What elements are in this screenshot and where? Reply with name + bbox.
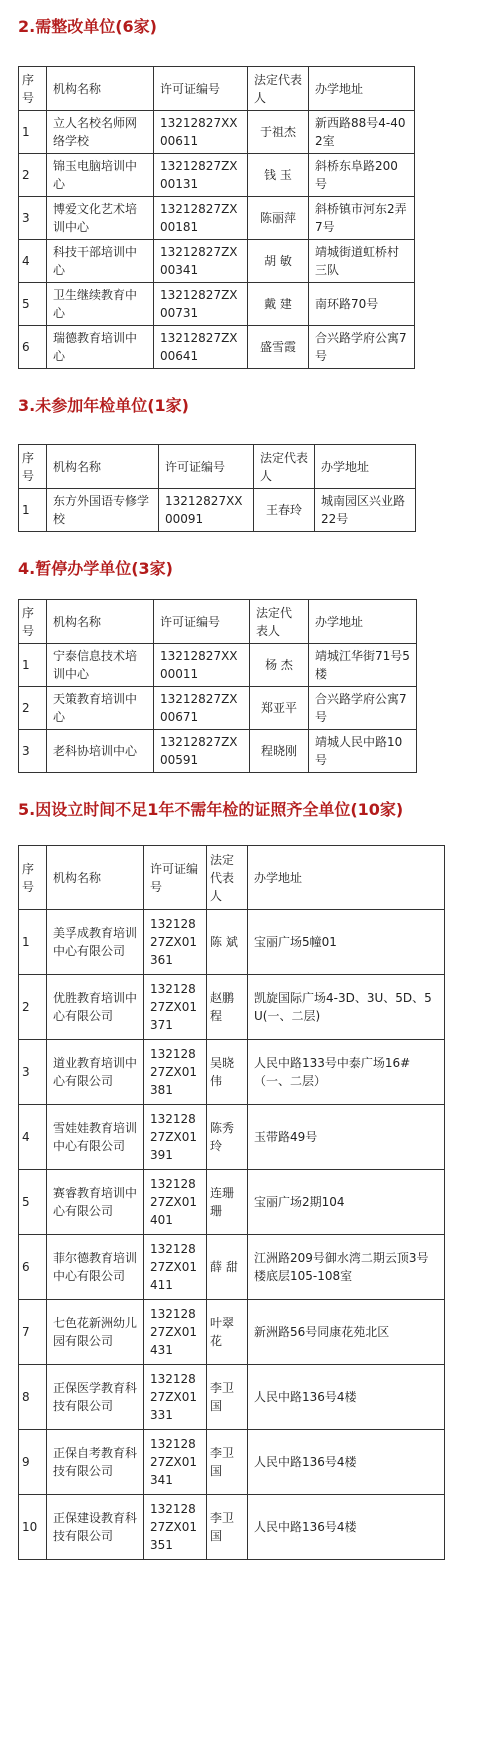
- table-row: [19, 1170, 445, 1235]
- cell-license: 13212827ZX00731: [154, 283, 248, 326]
- table-row: [19, 326, 415, 369]
- cell-legal-rep: 陈 斌: [207, 910, 248, 975]
- cell-license: 13212827ZX00641: [154, 326, 248, 369]
- cell-license: 13212827ZX01371: [144, 975, 207, 1040]
- cell-index: 1: [19, 111, 47, 154]
- cell-legal-rep: 李卫国: [207, 1430, 248, 1495]
- cell-address: 靖城街道虹桥村三队: [309, 240, 415, 283]
- cell-legal-rep: 杨 杰: [250, 644, 309, 687]
- not-inspected-table: [18, 444, 416, 532]
- cell-license: 13212827XX00011: [154, 644, 250, 687]
- table-row: [19, 283, 415, 326]
- cell-index: 1: [19, 489, 47, 532]
- table-row: [19, 975, 445, 1040]
- table-row: [19, 1235, 445, 1300]
- cell-name: 科技干部培训中心: [47, 240, 154, 283]
- cell-name: 博爱文化艺术培训中心: [47, 197, 154, 240]
- cell-name: 天策教育培训中心: [47, 687, 154, 730]
- table-row: [19, 644, 417, 687]
- table-row: [19, 1300, 445, 1365]
- cell-index: 9: [19, 1430, 47, 1495]
- cell-legal-rep: 程晓刚: [250, 730, 309, 773]
- table-row: [19, 730, 417, 773]
- cell-address: 斜桥镇市河东2弄7号: [309, 197, 415, 240]
- table-row: [19, 1365, 445, 1430]
- cell-license: 13212827XX00611: [154, 111, 248, 154]
- cell-index: 8: [19, 1365, 47, 1430]
- new-institutions-table: [18, 845, 445, 1560]
- cell-address: 新洲路56号同康花苑北区: [248, 1300, 445, 1365]
- header-license: 许可证编号: [144, 846, 207, 910]
- header-index: 序号: [19, 445, 47, 489]
- cell-index: 3: [19, 197, 47, 240]
- header-name: 机构名称: [47, 600, 154, 644]
- cell-legal-rep: 叶翠花: [207, 1300, 248, 1365]
- cell-index: 4: [19, 1105, 47, 1170]
- cell-name: 雪娃娃教育培训中心有限公司: [47, 1105, 144, 1170]
- cell-index: 4: [19, 240, 47, 283]
- cell-license: 13212827ZX01411: [144, 1235, 207, 1300]
- cell-name: 东方外国语专修学校: [47, 489, 159, 532]
- cell-license: 13212827ZX01431: [144, 1300, 207, 1365]
- cell-address: 凯旋国际广场4-3D、3U、5D、5U(一、二层): [248, 975, 445, 1040]
- cell-legal-rep: 胡 敏: [248, 240, 309, 283]
- cell-name: 优胜教育培训中心有限公司: [47, 975, 144, 1040]
- cell-license: 13212827ZX01391: [144, 1105, 207, 1170]
- cell-address: 靖城人民中路10号: [309, 730, 417, 773]
- table-header-row: [19, 600, 417, 644]
- cell-license: 13212827ZX00591: [154, 730, 250, 773]
- header-legal-rep: 法定代表人: [250, 600, 309, 644]
- table-row: [19, 687, 417, 730]
- cell-license: 13212827ZX00671: [154, 687, 250, 730]
- table-row: [19, 1105, 445, 1170]
- cell-license: 13212827ZX01351: [144, 1495, 207, 1560]
- cell-license: 13212827XX00091: [159, 489, 254, 532]
- section-title: 5.因设立时间不足1年不需年检的证照齐全单位(10家): [18, 800, 404, 819]
- table-row: [19, 1430, 445, 1495]
- section-title: 3.未参加年检单位(1家): [18, 396, 189, 415]
- cell-legal-rep: 盛雪霞: [248, 326, 309, 369]
- cell-index: 3: [19, 730, 47, 773]
- table-row: [19, 240, 415, 283]
- header-name: 机构名称: [47, 846, 144, 910]
- table-row: [19, 910, 445, 975]
- section-title: 4.暂停办学单位(3家): [18, 559, 173, 578]
- cell-license: 13212827ZX00341: [154, 240, 248, 283]
- rectification-table: [18, 66, 415, 369]
- cell-address: 江洲路209号御水湾二期云顶3号楼底层105-108室: [248, 1235, 445, 1300]
- header-name: 机构名称: [47, 445, 159, 489]
- cell-name: 宁泰信息技术培训中心: [47, 644, 154, 687]
- cell-name: 立人名校名师网络学校: [47, 111, 154, 154]
- cell-legal-rep: 连珊珊: [207, 1170, 248, 1235]
- cell-index: 6: [19, 1235, 47, 1300]
- header-license: 许可证编号: [154, 600, 250, 644]
- header-index: 序号: [19, 846, 47, 910]
- cell-legal-rep: 吴晓伟: [207, 1040, 248, 1105]
- table-header-row: [19, 67, 415, 111]
- cell-address: 新西路88号4-402室: [309, 111, 415, 154]
- cell-legal-rep: 钱 玉: [248, 154, 309, 197]
- section-title: 2.需整改单位(6家): [18, 17, 157, 36]
- header-legal-rep: 法定代表人: [254, 445, 315, 489]
- cell-address: 人民中路133号中泰广场16#（一、二层）: [248, 1040, 445, 1105]
- cell-index: 1: [19, 910, 47, 975]
- header-name: 机构名称: [47, 67, 154, 111]
- header-license: 许可证编号: [154, 67, 248, 111]
- cell-address: 靖城江华街71号5楼: [309, 644, 417, 687]
- cell-name: 道业教育培训中心有限公司: [47, 1040, 144, 1105]
- header-legal-rep: 法定代表人: [207, 846, 248, 910]
- cell-name: 七色花新洲幼儿园有限公司: [47, 1300, 144, 1365]
- cell-license: 13212827ZX00181: [154, 197, 248, 240]
- cell-legal-rep: 王春玲: [254, 489, 315, 532]
- cell-address: 合兴路学府公寓7号: [309, 326, 415, 369]
- cell-index: 10: [19, 1495, 47, 1560]
- cell-index: 2: [19, 154, 47, 197]
- cell-name: 赛睿教育培训中心有限公司: [47, 1170, 144, 1235]
- cell-legal-rep: 赵鹏程: [207, 975, 248, 1040]
- cell-legal-rep: 薛 甜: [207, 1235, 248, 1300]
- cell-index: 5: [19, 283, 47, 326]
- cell-license: 13212827ZX01401: [144, 1170, 207, 1235]
- cell-legal-rep: 李卫国: [207, 1495, 248, 1560]
- cell-name: 正保建设教育科技有限公司: [47, 1495, 144, 1560]
- suspended-table: [18, 599, 417, 773]
- cell-license: 13212827ZX01331: [144, 1365, 207, 1430]
- cell-address: 南环路70号: [309, 283, 415, 326]
- cell-index: 2: [19, 975, 47, 1040]
- header-address: 办学地址: [315, 445, 416, 489]
- cell-name: 锦玉电脑培训中心: [47, 154, 154, 197]
- header-address: 办学地址: [248, 846, 445, 910]
- table-row: [19, 1495, 445, 1560]
- cell-index: 5: [19, 1170, 47, 1235]
- cell-license: 13212827ZX01341: [144, 1430, 207, 1495]
- header-address: 办学地址: [309, 67, 415, 111]
- cell-legal-rep: 郑亚平: [250, 687, 309, 730]
- table-header-row: [19, 445, 416, 489]
- table-row: [19, 197, 415, 240]
- cell-index: 2: [19, 687, 47, 730]
- header-legal-rep: 法定代表人: [248, 67, 309, 111]
- cell-license: 13212827ZX01381: [144, 1040, 207, 1105]
- cell-legal-rep: 陈秀玲: [207, 1105, 248, 1170]
- table-header-row: [19, 846, 445, 910]
- cell-address: 斜桥东阜路200号: [309, 154, 415, 197]
- cell-legal-rep: 陈丽萍: [248, 197, 309, 240]
- table-row: [19, 154, 415, 197]
- cell-address: 玉带路49号: [248, 1105, 445, 1170]
- cell-name: 瑞德教育培训中心: [47, 326, 154, 369]
- cell-address: 人民中路136号4楼: [248, 1430, 445, 1495]
- table-row: [19, 1040, 445, 1105]
- cell-name: 卫生继续教育中心: [47, 283, 154, 326]
- cell-name: 美孚成教育培训中心有限公司: [47, 910, 144, 975]
- cell-index: 6: [19, 326, 47, 369]
- cell-address: 人民中路136号4楼: [248, 1495, 445, 1560]
- cell-name: 正保医学教育科技有限公司: [47, 1365, 144, 1430]
- cell-index: 7: [19, 1300, 47, 1365]
- cell-address: 城南园区兴业路22号: [315, 489, 416, 532]
- header-index: 序号: [19, 67, 47, 111]
- cell-name: 菲尔德教育培训中心有限公司: [47, 1235, 144, 1300]
- header-license: 许可证编号: [159, 445, 254, 489]
- cell-license: 13212827ZX00131: [154, 154, 248, 197]
- cell-address: 合兴路学府公寓7号: [309, 687, 417, 730]
- table-row: [19, 489, 416, 532]
- cell-name: 老科协培训中心: [47, 730, 154, 773]
- header-index: 序号: [19, 600, 47, 644]
- cell-legal-rep: 于祖杰: [248, 111, 309, 154]
- cell-address: 人民中路136号4楼: [248, 1365, 445, 1430]
- cell-legal-rep: 李卫国: [207, 1365, 248, 1430]
- cell-legal-rep: 戴 建: [248, 283, 309, 326]
- cell-index: 3: [19, 1040, 47, 1105]
- cell-address: 宝丽广场2期104: [248, 1170, 445, 1235]
- table-row: [19, 111, 415, 154]
- cell-index: 1: [19, 644, 47, 687]
- cell-license: 13212827ZX01361: [144, 910, 207, 975]
- cell-name: 正保自考教育科技有限公司: [47, 1430, 144, 1495]
- header-address: 办学地址: [309, 600, 417, 644]
- cell-address: 宝丽广场5幢01: [248, 910, 445, 975]
